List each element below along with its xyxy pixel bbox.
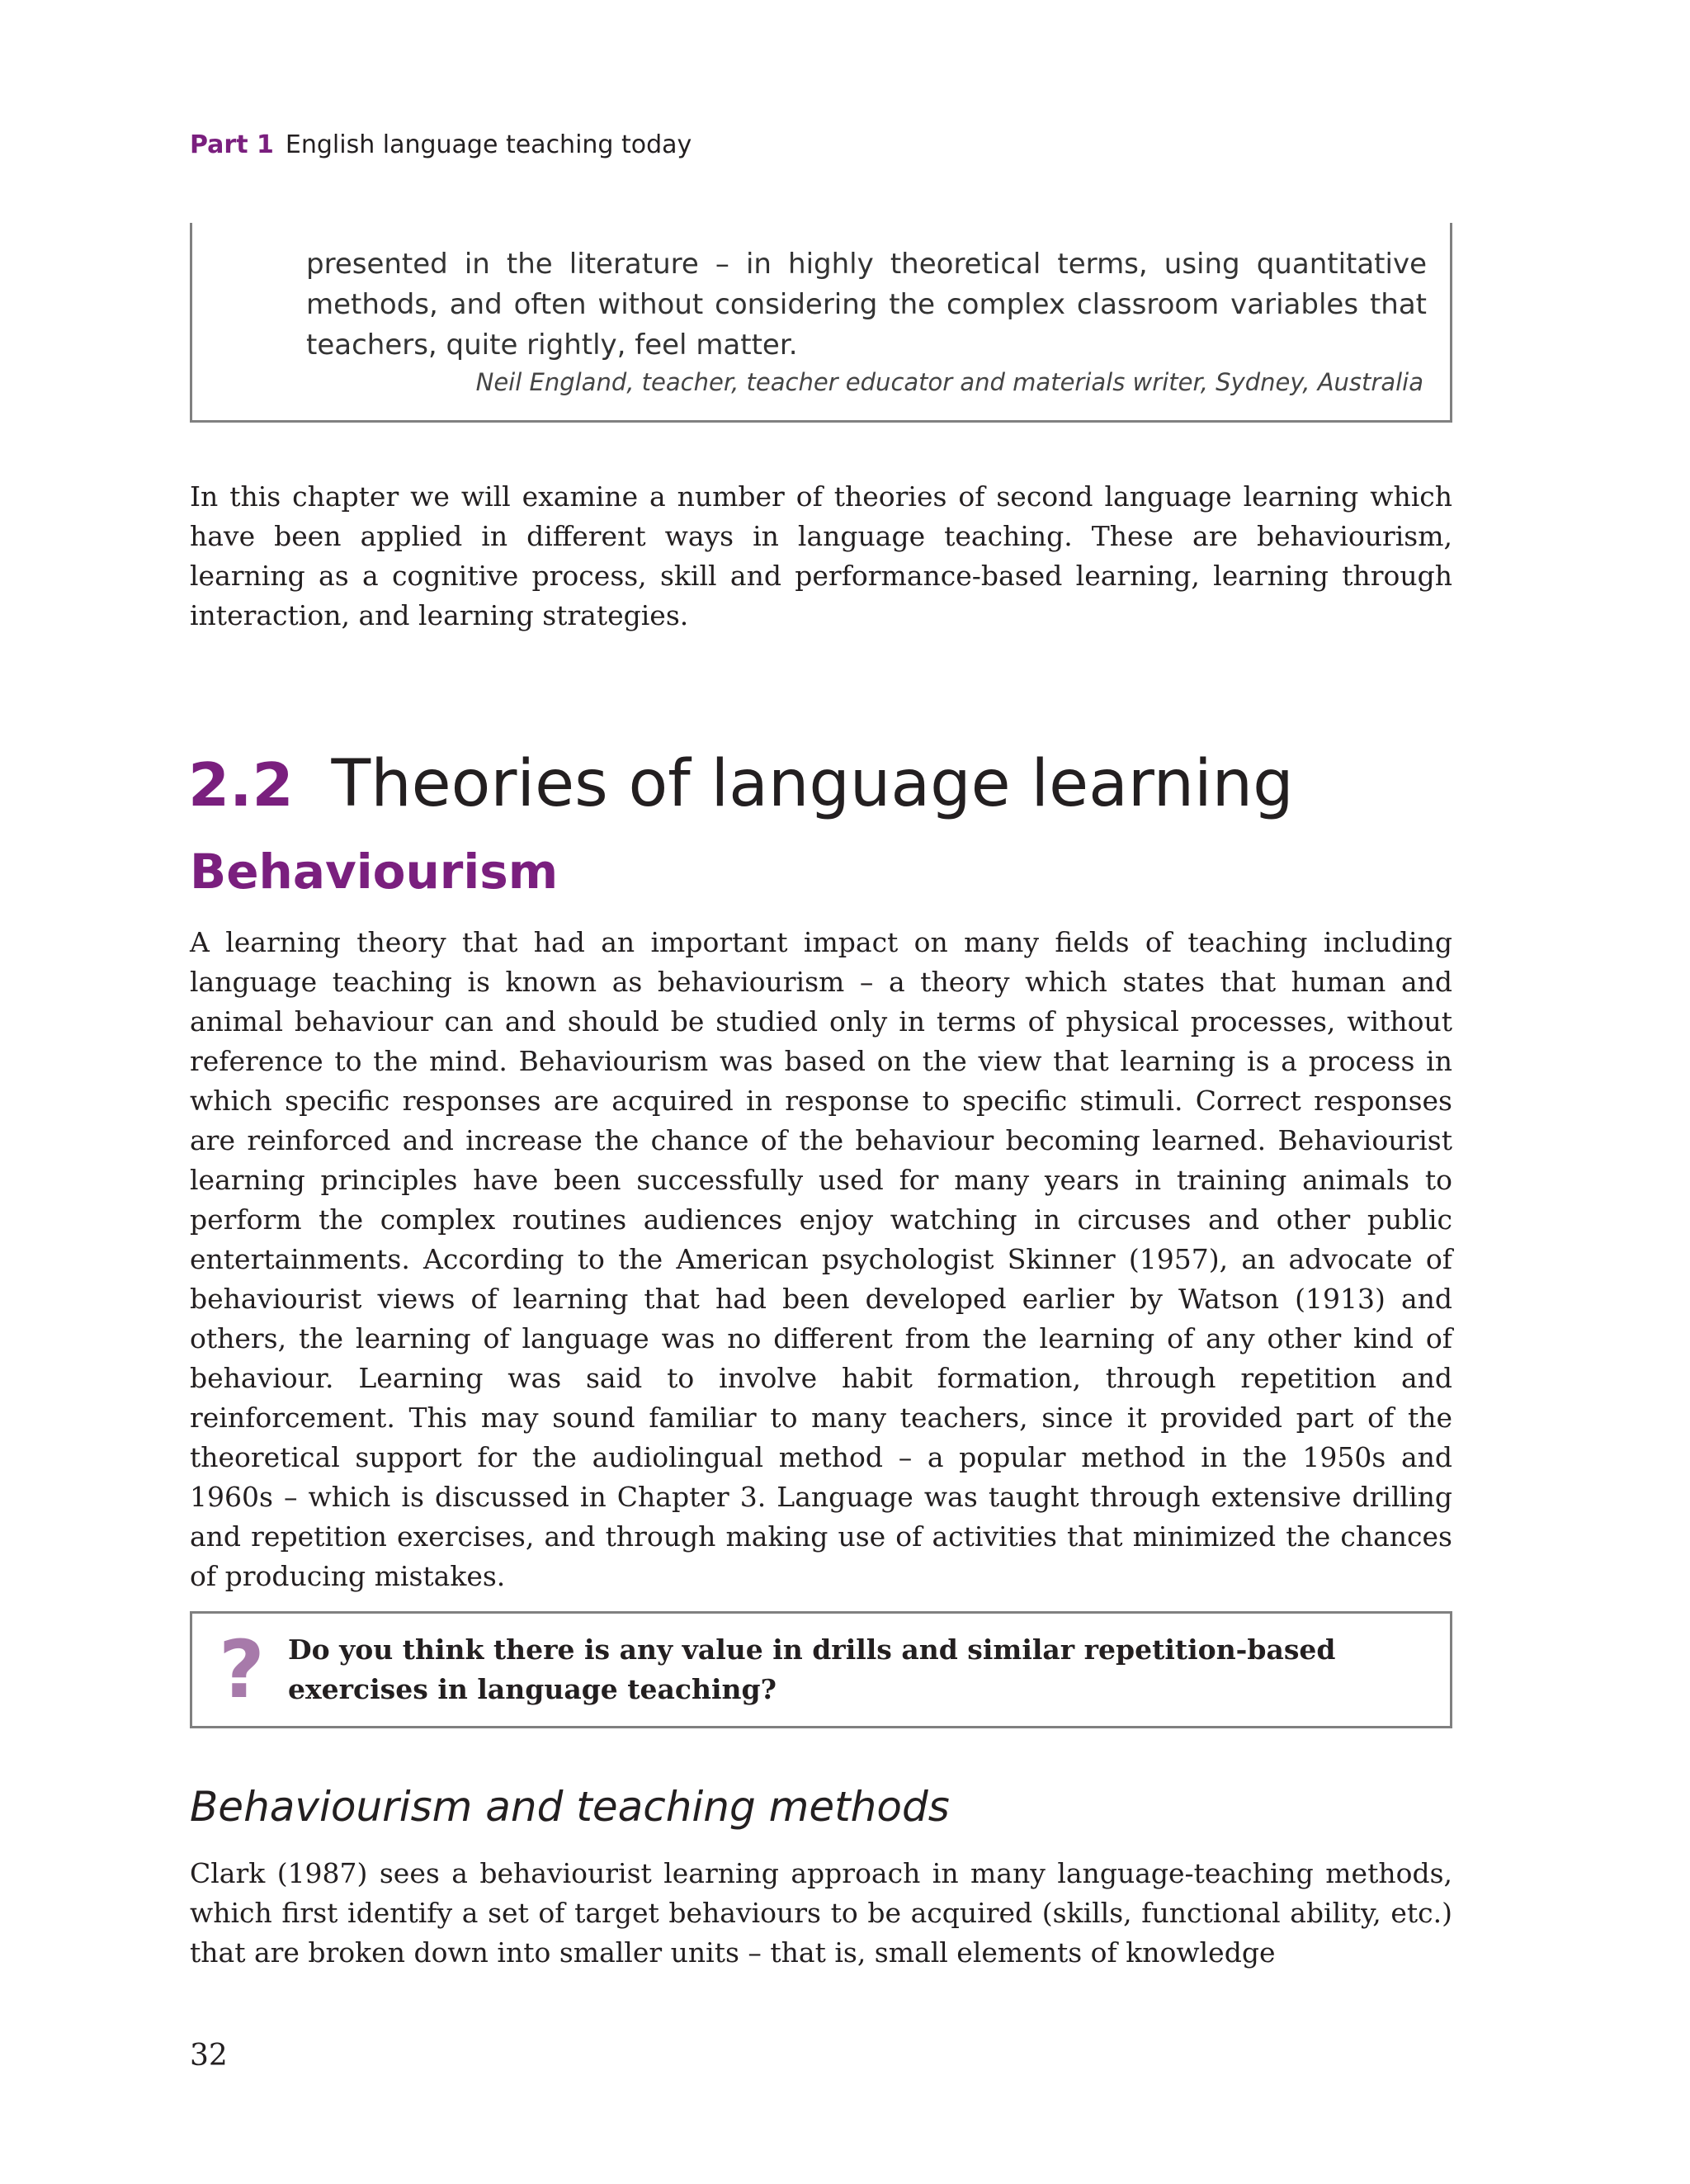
intro-paragraph: In this chapter we will examine a number of theories of second language learning which have been applied in different ways in language teaching. These are behaviourism, learning as a cognitive process, skill and performance-based learning, learning through interaction, and learning strategies. [190,480,1452,631]
page-number: 32 [190,2039,228,2073]
running-head-title: English language teaching today [285,130,692,159]
clark-paragraph: Clark (1987) sees a behaviourist learning approach in many language-teaching methods, which first identify a set of target behaviours to be acquired (skills, functional ability, etc.) that are broken down into smaller units – that is, small elements of knowledge [190,1857,1452,1969]
quote-attribution: Neil England, teacher, teacher educator and materials writer, Sydney, Australia [475,368,1423,396]
question-box [190,1611,1452,1728]
question-mark-icon: ? [219,1624,265,1716]
running-head-part: Part 1 [190,130,274,159]
quote-box [190,223,1452,423]
behaviourism-paragraph: A learning theory that had an important impact on many fields of teaching including language teaching is known as behaviourism – a theory which states that human and animal behaviour can and should be studied only in terms of physical processes, without reference to the mind. Behaviourism was based on the view that learning is a process in which specific responses are acquired in response to specific stimuli. Correct responses are reinforced and increase the chance of the behaviour becoming learned. Behaviourist learning principles have been successfully used for many years in training animals to perform the complex routines audiences enjoy watching in circuses and other public entertainments. According to the American psychologist Skinner (1957), an advocate of behaviourist views of learning that had been developed earlier by Watson (1913) and others, the learning of language was no different from the learning of any other kind of behaviour. Learning was said to involve habit formation, through repetition and reinforcement. This may sound familiar to many teachers, since it provided part of the theoretical support for the audiolingual method – a popular method in the 1950s and 1960s – which is discussed in Chapter 3. Language was taught through extensive drilling and repetition exercises, and through making use of activities that minimized the chances of producing mistakes. [190,926,1452,1592]
section-number: 2.2 [188,750,294,820]
quote-text: presented in the literature – in highly theoretical terms, using quantitative methods, and often without considering the complex classroom variables that teachers, quite rightly, feel matter. [306,248,1427,362]
running-head [190,130,692,159]
section-heading [188,747,1294,821]
behaviourism-subheading: Behaviourism [190,844,559,900]
teaching-methods-subheading: Behaviourism and teaching methods [190,1783,950,1831]
question-text: Do you think there is any value in drills and similar repetition-based exercises in language teaching? [288,1633,1336,1705]
section-title: Theories of language learning [331,747,1294,821]
